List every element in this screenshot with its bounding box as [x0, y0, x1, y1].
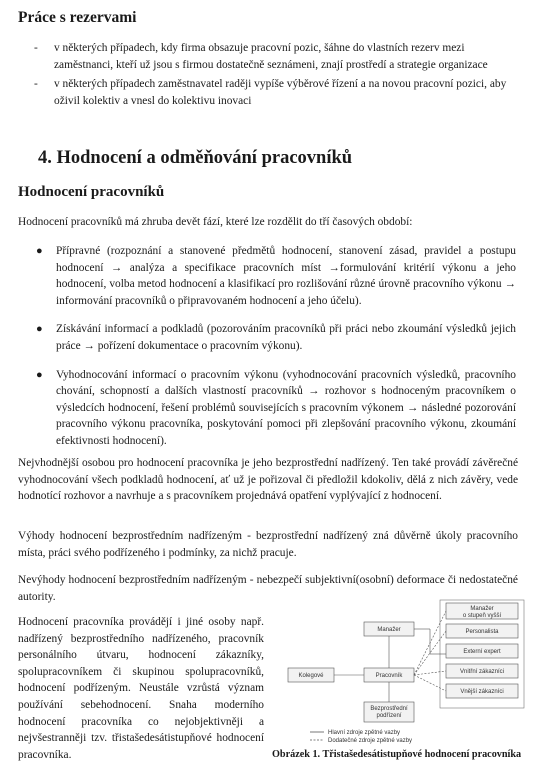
box-external-expert	[446, 644, 518, 658]
list-item-text: Přípravné (rozpoznání a stanovené předmětů hodnocení, stanovení zásad, pravidel a postupu hodnocení → analýza a specifikace pracovních míst →formulování kritérií výkonu a jeho hodnocení, volba metod hodnocení a klasifikací pro rozlišování různé úrovně pracovního výkonu → informování pracovníků o připravovaném hodnocení a jeho účelu).	[56, 245, 516, 307]
paragraph-advantages: Výhody hodnocení bezprostředním nadřízeným - bezprostřední nadřízený zná důvěrně úkoly pracovního místa, práci svého podřízeného i podmínky, za nichž pracuje.	[18, 530, 518, 559]
box-label: Vnitřní zákazníci	[459, 669, 505, 675]
list-item-text: Vyhodnocování informací o pracovním výkonu (vyhodnocování pracovních výsledků, pracovního chování, schopností a dalších vlastností pracovníků → rozhovor s hodnoceným pracovníkem o výsledcích hodnocení, řešení problémů souvisejících s pracovním výkonem → následné pozorování pracovního výkonu pracovníka, poskytování pomoci při zlepšování pracovního výkonu, zkoumání efektivnosti hodnocení).	[56, 368, 516, 447]
box-label: Vnější zákazníci	[460, 689, 504, 695]
section-heading: Práce s rezervami	[18, 9, 137, 26]
bullet-marker: ●	[36, 323, 43, 336]
figure-caption: Obrázek 1. Třistašedesátistupňové hodnocení pracovníka	[272, 749, 522, 760]
box-label: Bezprostřední	[370, 706, 408, 712]
box-label: Manažer	[470, 606, 494, 612]
box-personnel	[446, 624, 518, 638]
paragraph-other-raters: Hodnocení pracovníka provádějí i jiné osoby např. nadřízený bezprostředního nadřízeného, pracovník personálního útvaru, hodnocení zákazníky, spolupracovníkem či skupinou spolupracovníků, hodnocení podřízeným. Neustále vzrůstá význam používání sebehodnocení. Snaha moderního hodnocení pracovníka co nejobjektivněji a nejvšestranněji tzv. třistašedesátistupňové hodnocení pracovníka.	[18, 616, 264, 761]
box-label: o stupeň vyšší	[462, 613, 502, 619]
box-label: Externí expert	[463, 649, 501, 655]
box-internal-customers	[446, 664, 518, 678]
bullet-marker: ●	[36, 368, 43, 381]
legend-main-label: Hlavní zdroje zpětné vazby	[328, 730, 401, 736]
list-item	[30, 76, 510, 109]
box-label: Manažer	[377, 627, 401, 633]
box-manager	[364, 622, 414, 636]
chapter-heading: 4. Hodnocení a odměňování pracovníků	[38, 148, 353, 168]
dash-marker: -	[34, 78, 38, 90]
box-label: Personalista	[465, 629, 499, 635]
intro-paragraph: Hodnocení pracovníků má zhruba devět fází, které lze rozdělit do tří časových období:	[18, 216, 413, 228]
bullet-marker: ●	[36, 245, 43, 257]
feedback-diagram	[270, 598, 526, 748]
box-label: Kolegové	[298, 673, 324, 679]
box-subordinates	[364, 702, 414, 722]
box-higher-manager	[446, 603, 518, 619]
box-external-customers	[446, 684, 518, 698]
list-item	[30, 321, 516, 354]
list-item-text: Získávání informací a podkladů (pozorováním pracovníků při práci nebo zkoumání výsledků jejich práce → pořízení dokumentace o pracovním výkonu).	[56, 323, 516, 352]
diagram-legend	[310, 730, 412, 744]
box-colleagues	[288, 668, 334, 682]
dash-list	[30, 40, 510, 112]
box-label: podřízení	[376, 713, 402, 719]
paragraph-disadvantages: Nevýhody hodnocení bezprostředním nadřízeným - nebezpečí subjektivní(osobní) deformace či nedostatečné autority.	[18, 574, 518, 603]
bullet-list	[30, 243, 516, 462]
list-item	[30, 243, 516, 309]
list-item-text: v některých případech zaměstnavatel raději vypíše výběrové řízení a na novou pracovní pozici, aby oživil kolektiv a vnesl do kolektivu inovaci	[54, 78, 507, 107]
paragraph-supervisor: Nejvhodnější osobou pro hodnocení pracovníka je jeho bezprostřední nadřízený. Ten také provádí závěrečné vyhodnocování všech podkladů hodnocení, ať už je pořizoval či předložil kdokoliv, dělá z nich závěry, vede hodnotící rozhovor a navrhuje a s pracovníkem projednává opatření vyplývající z hodnocení.	[18, 457, 518, 503]
subheading: Hodnocení pracovníků	[18, 184, 165, 200]
dash-marker: -	[34, 42, 38, 54]
list-item	[30, 367, 516, 450]
list-item	[30, 40, 510, 73]
legend-extra-label: Dodatečné zdroje zpětné vazby	[328, 738, 413, 744]
box-employee	[364, 668, 414, 682]
list-item-text: v některých případech, kdy firma obsazuje pracovní pozic, šáhne do vlastních rezerv mezi zaměstnanci, kteří už jsou s firmou dostatečně seznámeni, znají prostředí a strategie organizace	[54, 42, 488, 71]
box-label: Pracovník	[375, 673, 403, 679]
